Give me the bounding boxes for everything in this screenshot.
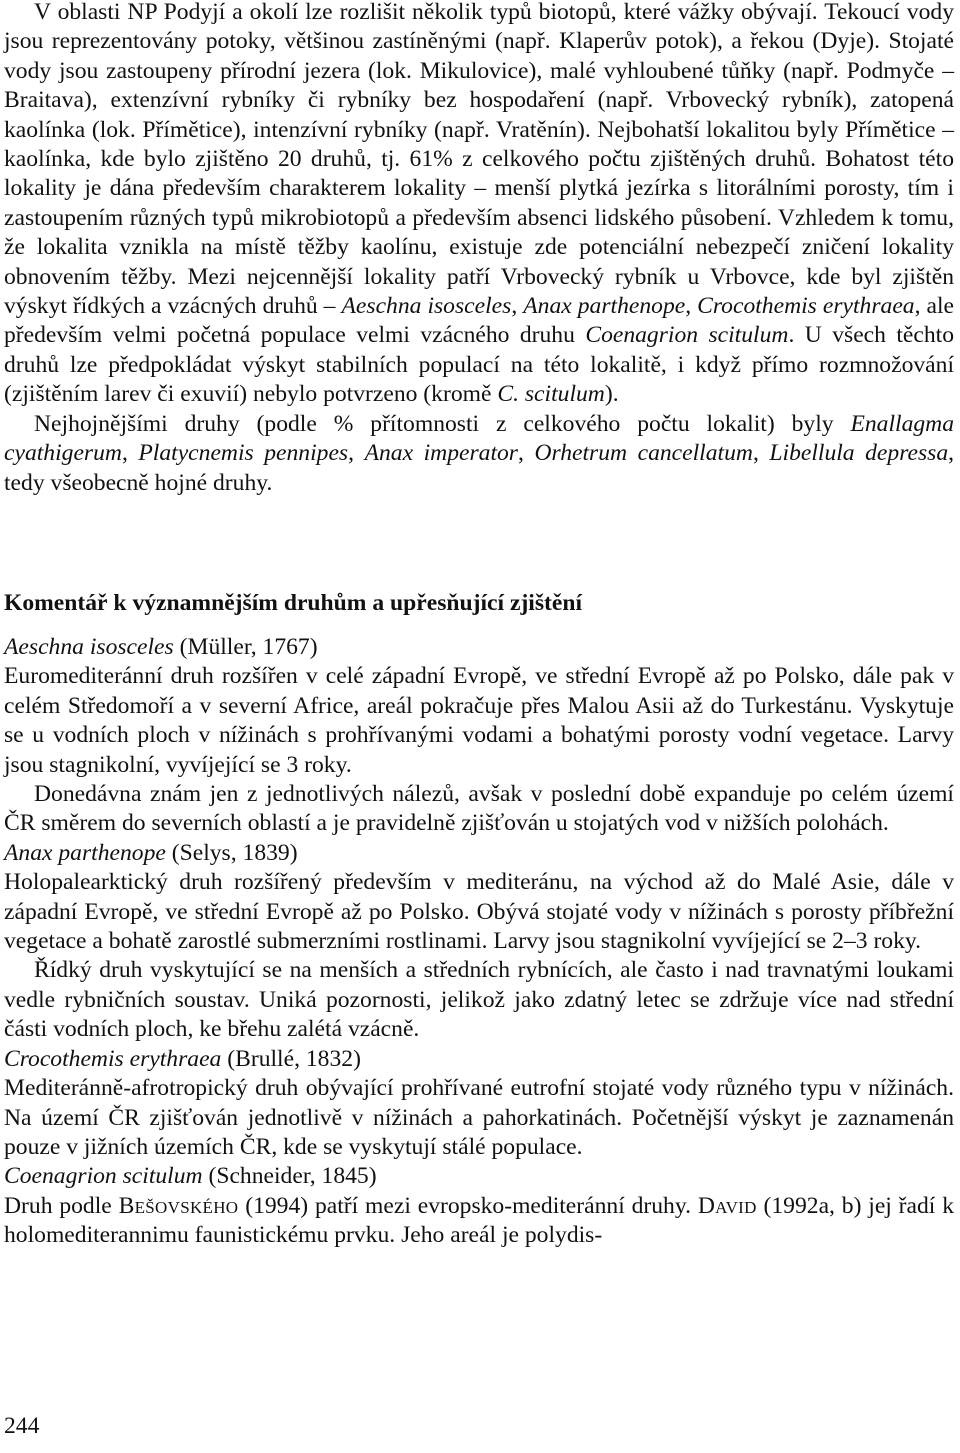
text-run: , [685,293,698,320]
species-heading [4,633,954,662]
text-run: Druh podle [4,1192,119,1219]
text-run: Holopalearktický druh rozšířený především v mediteránu, na východ až do Malé Asie, dále v západní Evropě, ve střední Evropě až po Polsko. Obývá stojaté vody v nížinách s porosty příbřežní vegetace a bohatě zarostlé submerzními rostlinami. Larvy jsou stagnikolní vyvíjející se 2–3 roky. [4,869,954,955]
text-run: , [511,293,524,320]
text-run: V oblasti NP Podyjí a okolí lze rozlišit několik typů biotopů, které vážky obývají. Tekoucí vody jsou reprezentovány potoky, většinou zastíněnými (např. Klaperův potok), a řekou (Dyje). Stojaté vody jsou zastoupeny přírodní jezera (lok. Mikulovice), malé vyhloubené tůňky (např. Podmyče – Braitava), extenzívní rybníky či rybníky bez hospodaření (např. Vrbovecký rybník), zatopená kaolínka (lok. Přímětice), intenzívní rybníky (např. Vratěnín). Nejbohatší lokalitou byly Přímětice – kaolínka, kde bylo zjištěno 20 druhů, tj. 61% z celkového počtu zjištěných druhů. Bohatost této lokality je dána především charakterem lokality – menší plytká jezírka s litorálními porosty, tím i zastoupením různých typů mikrobiotopů a především absenci lidského působení. Vzhledem k tomu, že lokalita vznikla na místě těžby kaolínu, existuje zde potenciální nebezpečí zničení lokality obnovením těžby. Mezi nejcennější lokality patří Vrbovecký rybník u Vrbovce, kde byl zjištěn výskyt řídkých a vzácných druhů – [4,0,954,320]
text-run: Mediteránně-afrotropický druh obývající prohřívané eutrofní stojaté vody různého typu v nížinách. Na území ČR zjišťován jednotlivě v nížinách a pahorkatinách. Početnější výskyt je zaznamenán pouze v jižních územích ČR, kde se vyskytují stálé populace. [4,1075,954,1160]
text-run: Euromediteránní druh rozšířen v celé západní Evropě, ve střední Evropě až po Polsko, dále pak v celém Středomoří a v severní Africe, areál pokračuje přes Malou Asii až do Turkestánu. Vyskytuje se u vodních ploch v nížinách s prohřívanými vodami a bohatými porosty vodní vegetace. Larvy jsou stagnikolní, vyvíjející se 3 roky. [4,663,954,778]
species-name: Coenagrion scitulum [4,1163,203,1190]
text-run: . U všech těchto druhů lze předpokládat výskyt stabilních populací na této lokalitě, i když přímo rozmnožování (zjištěním larev či exuvií) nebylo potvrzeno (kromě [4,322,955,408]
species-paragraph [4,1074,954,1162]
species-name: Aeschna isosceles [4,634,174,660]
species-paragraph [4,956,954,1044]
species-author: (Müller, 1767) [179,634,318,660]
text-run: , [752,440,770,467]
species-paragraph [4,868,954,956]
text-run: Nejhojnějšími druhy (podle % přítomnosti z celkového počtu lokalit) byly [34,410,851,437]
section-heading: Komentář k významnějším druhům a upřesňující zjištění [4,590,583,616]
species-name-italic: Crocothemis erythraea [697,293,915,320]
species-name-italic: Coenagrion scitulum [585,322,789,349]
text-run: , tedy všeobecně hojné druhy. [4,440,955,496]
author-name-smallcaps: David [697,1192,757,1219]
species-heading [4,839,954,868]
species-author: (Schneider, 1845) [208,1163,377,1190]
text-run: Řídký druh vyskytující se na menších a středních rybnících, ale často i nad travnatými loukami vedle rybničních soustav. Uniká pozornosti, jelikož jako zdatný letec se zdržuje více nad střední části vodních ploch, ke břehu zalétá vzácně. [4,957,954,1043]
species-name-italic: C. scitulum [497,381,605,408]
species-name-italic: Orhetrum cancellatum [534,440,753,467]
species-paragraph [4,1192,954,1251]
text-run: Donedávna znám jen z jednotlivých nálezů, avšak v poslední době expanduje po celém území ČR směrem do severních oblastí a je pravidelně zjišťován u stojatých vod v nižších polohách. [4,781,954,837]
intro-section [4,0,954,498]
species-name-italic: Enallagma cyathigerum [4,410,954,467]
text-run: , [517,440,535,467]
text-run: , ale především velmi početná populace velmi vzácného druhu [4,293,955,349]
text-run: , [348,440,365,467]
text-run: , [121,440,139,467]
intro-paragraph-2 [4,410,954,498]
species-name: Anax parthenope [4,839,166,866]
intro-paragraph-1 [4,0,954,410]
species-heading [4,1045,954,1074]
species-name-italic: Aeschna isosceles [341,293,512,320]
species-paragraph [4,662,954,780]
species-list [4,633,954,1251]
text-run: ). [604,381,619,408]
species-name-italic: Libellula depressa [769,440,949,467]
species-name-italic: Anax parthenope [523,293,686,320]
author-name-smallcaps: Bešovského [118,1192,239,1219]
species-author: (Brullé, 1832) [227,1045,361,1072]
species-heading [4,1162,954,1191]
species-paragraph [4,780,954,839]
text-run: (1992a, b) jej řadí k holomediterannimu faunistickému prvku. Jeho areál je polydis- [4,1192,954,1249]
species-author: (Selys, 1839) [171,839,298,866]
species-name: Crocothemis erythraea [4,1045,222,1072]
species-name-italic: Platycnemis pennipes [138,440,349,467]
species-name-italic: Anax imperator [364,440,518,467]
page-number: 244 [4,1413,40,1439]
text-run: (1994) patří mezi evropsko-mediteránní druhy. [238,1192,698,1219]
